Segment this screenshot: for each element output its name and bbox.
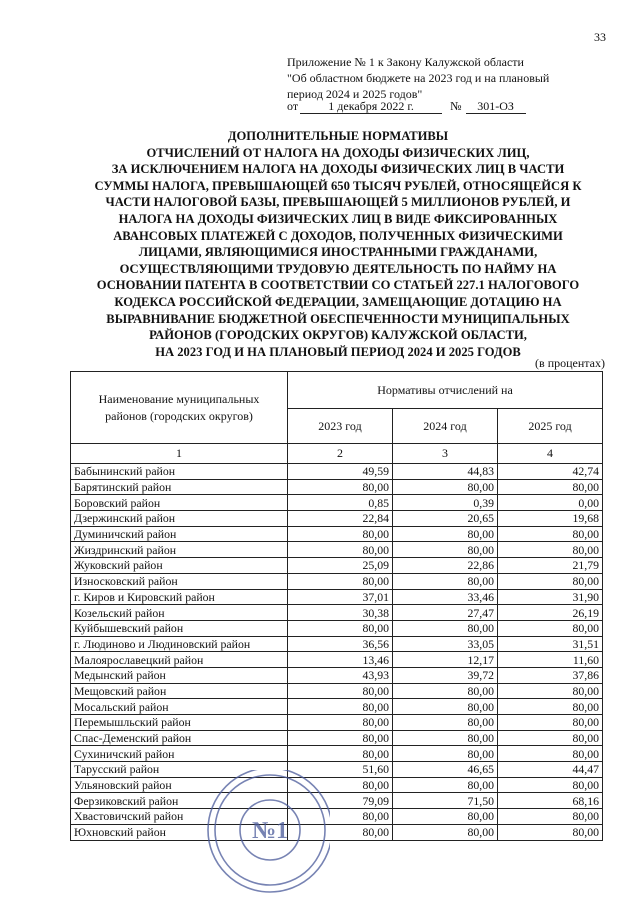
- norm-value: 80,00: [498, 526, 603, 542]
- district-name: Тарусский район: [71, 762, 288, 778]
- district-name: Куйбышевский район: [71, 620, 288, 636]
- unit-note: (в процентах): [535, 356, 605, 370]
- norm-value: 13,46: [288, 652, 393, 668]
- table-row: [71, 715, 603, 731]
- number-label: №: [450, 99, 462, 113]
- district-name: Хвастовичский район: [71, 809, 288, 825]
- norm-value: 80,00: [498, 746, 603, 762]
- table-row: [71, 809, 603, 825]
- norm-value: 80,00: [498, 715, 603, 731]
- norm-value: 46,65: [393, 762, 498, 778]
- norm-value: 22,86: [393, 558, 498, 574]
- norm-value: 68,16: [498, 793, 603, 809]
- law-number: 301-ОЗ: [466, 99, 526, 114]
- norm-value: 19,68: [498, 511, 603, 527]
- table-row: [71, 573, 603, 589]
- norm-value: 43,93: [288, 667, 393, 683]
- norm-value: 80,00: [393, 683, 498, 699]
- district-name: Износковский район: [71, 573, 288, 589]
- table-row: [71, 479, 603, 495]
- norm-value: 80,00: [498, 730, 603, 746]
- norm-value: 80,00: [393, 809, 498, 825]
- norm-value: 80,00: [393, 824, 498, 840]
- norm-value: 80,00: [393, 699, 498, 715]
- norm-value: 80,00: [288, 715, 393, 731]
- district-name: Ферзиковский район: [71, 793, 288, 809]
- title-line: ВЫРАВНИВАНИЕ БЮДЖЕТНОЙ ОБЕСПЕЧЕННОСТИ МУНИЦИПАЛЬНЫХ: [106, 311, 570, 326]
- norm-value: 42,74: [498, 464, 603, 480]
- norm-value: 80,00: [288, 479, 393, 495]
- title-line: ДОПОЛНИТЕЛЬНЫЕ НОРМАТИВЫ: [227, 129, 449, 143]
- header-name-line: Наименование муниципальных: [98, 391, 260, 406]
- norm-value: 80,00: [498, 683, 603, 699]
- district-name: Сухиничский район: [71, 746, 288, 762]
- district-name: Бабынинский район: [71, 464, 288, 480]
- norm-value: 80,00: [288, 730, 393, 746]
- table-row: [71, 464, 603, 480]
- district-name: Малоярославецкий район: [71, 652, 288, 668]
- column-number: 4: [498, 444, 603, 464]
- norm-value: 31,90: [498, 589, 603, 605]
- district-name: Дзержинский район: [71, 511, 288, 527]
- column-number: 1: [71, 444, 288, 464]
- column-number: 2: [288, 444, 393, 464]
- norm-value: 80,00: [393, 730, 498, 746]
- table-row: [71, 824, 603, 840]
- title-line: НАЛОГА НА ДОХОДЫ ФИЗИЧЕСКИХ ЛИЦ В ВИДЕ ФИКСИРОВАННЫХ: [118, 211, 558, 226]
- norm-value: 33,46: [393, 589, 498, 605]
- table-row: [71, 589, 603, 605]
- title-line: РАЙОНОВ (ГОРОДСКИХ ОКРУГОВ) КАЛУЖСКОЙ ОБЛАСТИ,: [149, 328, 527, 343]
- table-row: [71, 511, 603, 527]
- norm-value: 37,01: [288, 589, 393, 605]
- table-row: [71, 558, 603, 574]
- norm-value: 80,00: [288, 620, 393, 636]
- norm-value: 0,39: [393, 495, 498, 511]
- norm-value: 80,00: [498, 573, 603, 589]
- title-line: СУММЫ НАЛОГА, ПРЕВЫШАЮЩЕЙ 650 ТЫСЯЧ РУБЛЕЙ, ОТНОСЯЩЕЙСЯ К: [94, 178, 582, 193]
- norm-value: 20,65: [393, 511, 498, 527]
- norm-value: 80,00: [393, 746, 498, 762]
- district-name: Барятинский район: [71, 479, 288, 495]
- norms-table: [70, 371, 603, 841]
- header-year: 2025 год: [498, 409, 603, 444]
- law-date-number: [287, 99, 526, 114]
- norm-value: 80,00: [498, 542, 603, 558]
- norm-value: 80,00: [288, 777, 393, 793]
- norm-value: 80,00: [393, 777, 498, 793]
- norm-value: 80,00: [498, 620, 603, 636]
- table-row: [71, 730, 603, 746]
- district-name: г. Людиново и Людиновский район: [71, 636, 288, 652]
- header-name: [71, 372, 288, 444]
- title-line: ЛИЦАМИ, ЯВЛЯЮЩИМИСЯ ИНОСТРАННЫМИ ГРАЖДАНАМИ,: [138, 245, 538, 260]
- from-label: от: [287, 99, 299, 113]
- district-name: Мосальский район: [71, 699, 288, 715]
- district-name: Думиничский район: [71, 526, 288, 542]
- table-row: [71, 542, 603, 558]
- norm-value: 25,09: [288, 558, 393, 574]
- norm-value: 39,72: [393, 667, 498, 683]
- norm-value: 22,84: [288, 511, 393, 527]
- table-row: [71, 667, 603, 683]
- table-row: [71, 777, 603, 793]
- norm-value: 0,00: [498, 495, 603, 511]
- title-line: ЧАСТИ НАЛОГОВОЙ БАЗЫ, ПРЕВЫШАЮЩЕЙ 5 МИЛЛИОНОВ РУБЛЕЙ, И: [105, 195, 571, 210]
- norm-value: 80,00: [393, 542, 498, 558]
- norm-value: 80,00: [288, 573, 393, 589]
- norm-value: 0,85: [288, 495, 393, 511]
- norm-value: 51,60: [288, 762, 393, 778]
- norm-value: 80,00: [288, 746, 393, 762]
- district-name: Мещовский район: [71, 683, 288, 699]
- title-line: ОСНОВАНИИ ПАТЕНТА В СООТВЕТСТВИИ СО СТАТЬЕЙ 227.1 НАЛОГОВОГО: [96, 278, 580, 293]
- district-name: Ульяновский район: [71, 777, 288, 793]
- table-row: [71, 652, 603, 668]
- norm-value: 21,79: [498, 558, 603, 574]
- norm-value: 80,00: [288, 824, 393, 840]
- column-number: 3: [393, 444, 498, 464]
- header-group: Нормативы отчислений на: [288, 372, 603, 409]
- norm-value: 27,47: [393, 605, 498, 621]
- norm-value: 80,00: [288, 542, 393, 558]
- table-row: [71, 636, 603, 652]
- norm-value: 80,00: [288, 526, 393, 542]
- table-row: [71, 526, 603, 542]
- table-row: [71, 683, 603, 699]
- appendix-line: Приложение № 1 к Закону Калужской области: [287, 55, 524, 69]
- district-name: Медынский район: [71, 667, 288, 683]
- header-year: 2023 год: [288, 409, 393, 444]
- document-title: [72, 128, 604, 360]
- district-name: Боровский район: [71, 495, 288, 511]
- title-line: ОТЧИСЛЕНИЙ ОТ НАЛОГА НА ДОХОДЫ ФИЗИЧЕСКИХ ЛИЦ,: [146, 145, 530, 160]
- table-row: [71, 605, 603, 621]
- norm-value: 80,00: [498, 479, 603, 495]
- table-row: [71, 762, 603, 778]
- norm-value: 30,38: [288, 605, 393, 621]
- norm-value: 80,00: [498, 824, 603, 840]
- table-row: [71, 620, 603, 636]
- title-line: КОДЕКСА РОССИЙСКОЙ ФЕДЕРАЦИИ, ЗАМЕЩАЮЩИЕ ДОТАЦИЮ НА: [114, 294, 562, 309]
- appendix-line: "Об областном бюджете на 2023 год и на плановый: [287, 71, 550, 85]
- table-row: [71, 746, 603, 762]
- norm-value: 79,09: [288, 793, 393, 809]
- district-name: Спас-Деменский район: [71, 730, 288, 746]
- norm-value: 80,00: [288, 809, 393, 825]
- norm-value: 26,19: [498, 605, 603, 621]
- norm-value: 80,00: [393, 620, 498, 636]
- norm-value: 80,00: [288, 699, 393, 715]
- district-name: Юхновский район: [71, 824, 288, 840]
- norm-value: 80,00: [498, 809, 603, 825]
- norm-value: 36,56: [288, 636, 393, 652]
- norm-value: 80,00: [288, 683, 393, 699]
- title-line: ОСУЩЕСТВЛЯЮЩИМИ ТРУДОВУЮ ДЕЯТЕЛЬНОСТЬ ПО НАЙМУ НА: [119, 261, 557, 276]
- title-line: ЗА ИСКЛЮЧЕНИЕМ НАЛОГА НА ДОХОДЫ ФИЗИЧЕСКИХ ЛИЦ В ЧАСТИ: [111, 162, 565, 177]
- norm-value: 80,00: [393, 573, 498, 589]
- appendix-line: период 2024 и 2025 годов": [287, 87, 423, 101]
- title-line: НА 2023 ГОД И НА ПЛАНОВЫЙ ПЕРИОД 2024 И 2025 ГОДОВ: [155, 344, 521, 359]
- law-date: 1 декабря 2022 г.: [300, 99, 442, 114]
- header-name-line: районов (городских округов): [105, 408, 253, 423]
- norm-value: 37,86: [498, 667, 603, 683]
- norm-value: 44,83: [393, 464, 498, 480]
- norm-value: 49,59: [288, 464, 393, 480]
- norm-value: 80,00: [393, 526, 498, 542]
- table-row: [71, 495, 603, 511]
- district-name: г. Киров и Кировский район: [71, 589, 288, 605]
- district-name: Козельский район: [71, 605, 288, 621]
- district-name: Жиздринский район: [71, 542, 288, 558]
- district-name: Перемышльский район: [71, 715, 288, 731]
- norm-value: 80,00: [498, 777, 603, 793]
- table-row: [71, 793, 603, 809]
- norm-value: 80,00: [393, 715, 498, 731]
- norm-value: 80,00: [393, 479, 498, 495]
- district-name: Жуковский район: [71, 558, 288, 574]
- norm-value: 44,47: [498, 762, 603, 778]
- page-number: 33: [594, 30, 606, 44]
- table-body: [71, 464, 603, 841]
- norm-value: 12,17: [393, 652, 498, 668]
- norm-value: 80,00: [498, 699, 603, 715]
- norm-value: 31,51: [498, 636, 603, 652]
- norm-value: 71,50: [393, 793, 498, 809]
- appendix-caption: [287, 54, 617, 102]
- seal-center-text: №1: [251, 818, 289, 844]
- header-year: 2024 год: [393, 409, 498, 444]
- norm-value: 11,60: [498, 652, 603, 668]
- table-row: [71, 699, 603, 715]
- title-line: АВАНСОВЫХ ПЛАТЕЖЕЙ С ДОХОДОВ, ПОЛУЧЕННЫХ ФИЗИЧЕСКИМИ: [113, 228, 563, 243]
- norm-value: 33,05: [393, 636, 498, 652]
